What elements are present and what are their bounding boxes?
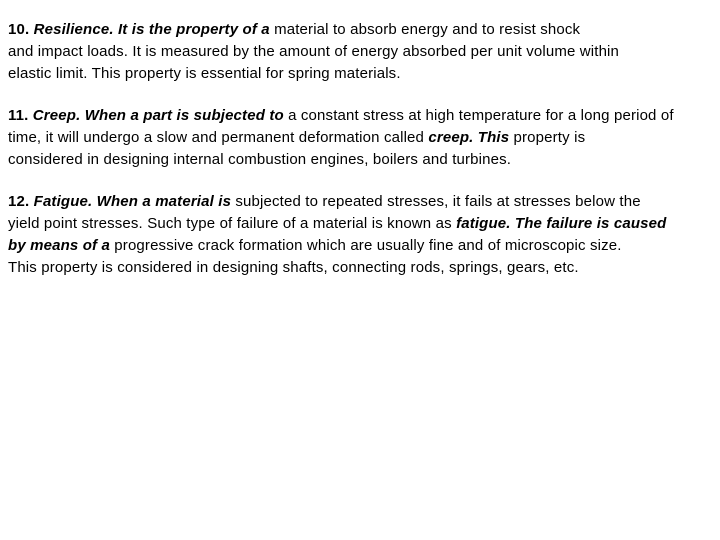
- body-text: considered in designing internal combustion engines, boilers and turbines.: [8, 151, 512, 168]
- text-line: [8, 41, 716, 63]
- text-line: [8, 19, 716, 41]
- paragraph-creep: [8, 105, 716, 171]
- body-text: and impact loads. It is measured by the amount of energy absorbed per unit volume within: [8, 43, 620, 60]
- text-line: [8, 149, 716, 171]
- item-number: 12.: [8, 193, 34, 210]
- paragraph-resilience: [8, 19, 716, 85]
- body-text: subjected to repeated stresses, it fails at stresses below the: [231, 193, 641, 210]
- body-text: a constant stress at high temperature for a long period of: [283, 107, 674, 124]
- term-emphasis: creep. This: [428, 129, 510, 146]
- item-number: 10.: [8, 21, 34, 38]
- item-number: 11.: [8, 107, 33, 124]
- body-text: property is: [509, 129, 586, 146]
- paragraph-fatigue: [8, 191, 716, 279]
- body-text: elastic limit. This property is essential for spring materials.: [8, 65, 401, 82]
- term-emphasis: by means of a: [8, 237, 110, 254]
- body-text: time, it will undergo a slow and permanent deformation called: [8, 129, 429, 146]
- body-text: progressive crack formation which are usually fine and of microscopic size.: [109, 237, 622, 254]
- body-text: This property is considered in designing shafts, connecting rods, springs, gears, etc.: [8, 259, 579, 276]
- text-line: [8, 127, 716, 149]
- text-line: [8, 63, 716, 85]
- text-line: [8, 235, 716, 257]
- term-heading: Fatigue. When a material is: [33, 193, 232, 210]
- body-text: material to absorb energy and to resist shock: [269, 21, 581, 38]
- body-text: yield point stresses. Such type of failure of a material is known as: [8, 215, 457, 232]
- text-line: [8, 191, 716, 213]
- text-line: [8, 213, 716, 235]
- text-line: [8, 257, 716, 279]
- term-emphasis: fatigue. The failure is caused: [456, 215, 667, 232]
- term-heading: Resilience. It is the property of a: [33, 21, 270, 38]
- term-heading: Creep. When a part is subjected to: [32, 107, 284, 124]
- document-page: [8, 19, 716, 299]
- text-line: [8, 105, 716, 127]
